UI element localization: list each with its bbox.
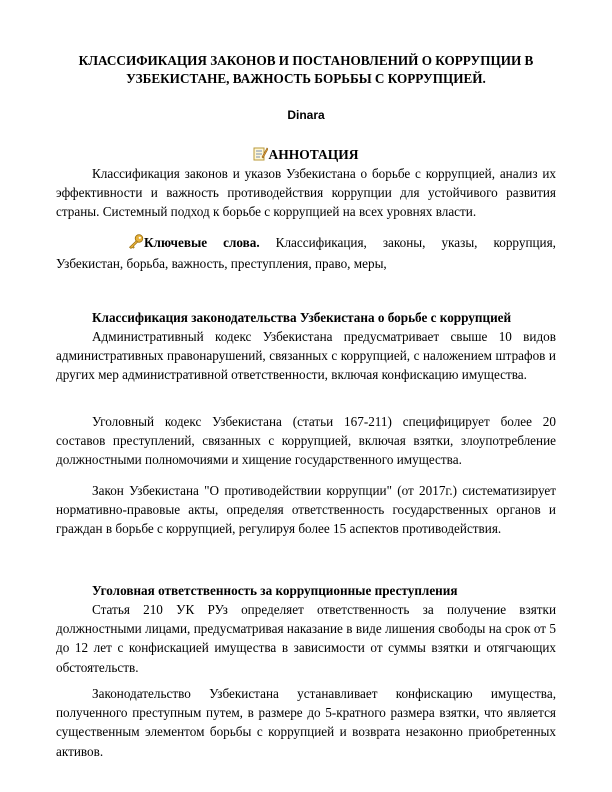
keywords-text: Классификация, законы, указы, коррупция, Узбекистан, борьба, важность, преступления, право, меры, (56, 235, 556, 272)
key-icon (92, 234, 144, 254)
section1-paragraph: Закон Узбекистана "О противодействии коррупции" (от 2017г.) систематизирует нормативно-правовые акты, определяя ответственность государственных органов и граждан в борьбе с коррупцией, регулируя более 15 аспектов противодействия. (56, 483, 556, 537)
section2-paragraph: Законодательство Узбекистана устанавливает конфискацию имущества, полученного преступным путем, в размере до 5-кратного размера взятки, что является существенным элементом борьбы с коррупцией и возврата незаконно приобретенных активов. (56, 686, 556, 759)
section2-heading: Уголовная ответственность за коррупционные преступления (92, 583, 458, 598)
keywords-label: Ключевые слова. (144, 235, 260, 250)
section1-paragraph: Уголовный кодекс Узбекистана (статьи 167-211) специфицирует более 20 составов преступлений, связанных с коррупцией, включая взятки, злоупотребление должностными полномочиями и хищение государственного имущества. (56, 414, 556, 468)
section2-paragraph: Статья 210 УК РУз определяет ответственность за получение взятки должностными лицами, предусматривая наказание в виде лишения свободы на срок от 5 до 12 лет с конфискацией имущества в зависимости от суммы взятки и отягчающих обстоятельств. (56, 602, 556, 675)
annotation-heading-text: АННОТАЦИЯ (268, 147, 359, 162)
keywords-paragraph (56, 233, 556, 273)
section1-paragraph: Административный кодекс Узбекистана предусматривает свыше 10 видов административных правонарушений, связанных с коррупцией, с наложением штрафов и других мер административной ответственности, включая конфискацию имущества. (56, 329, 556, 383)
document-title: КЛАССИФИКАЦИЯ ЗАКОНОВ И ПОСТАНОВЛЕНИЙ О КОРРУПЦИИ В УЗБЕКИСТАНЕ, ВАЖНОСТЬ БОРЬБЫ С КОРРУПЦИЕЙ. (78, 53, 534, 86)
section1-heading: Классификация законодательства Узбекистана о борьбе с коррупцией (92, 310, 512, 325)
annotation-text: Классификация законов и указов Узбекистана о борьбе с коррупцией, анализ их эффективности и важность противодействия коррупции для устойчивого развития страны. Системный подход к борьбе с коррупцией на всех уровнях власти. (56, 166, 556, 220)
author-name: Dinara (287, 108, 325, 122)
